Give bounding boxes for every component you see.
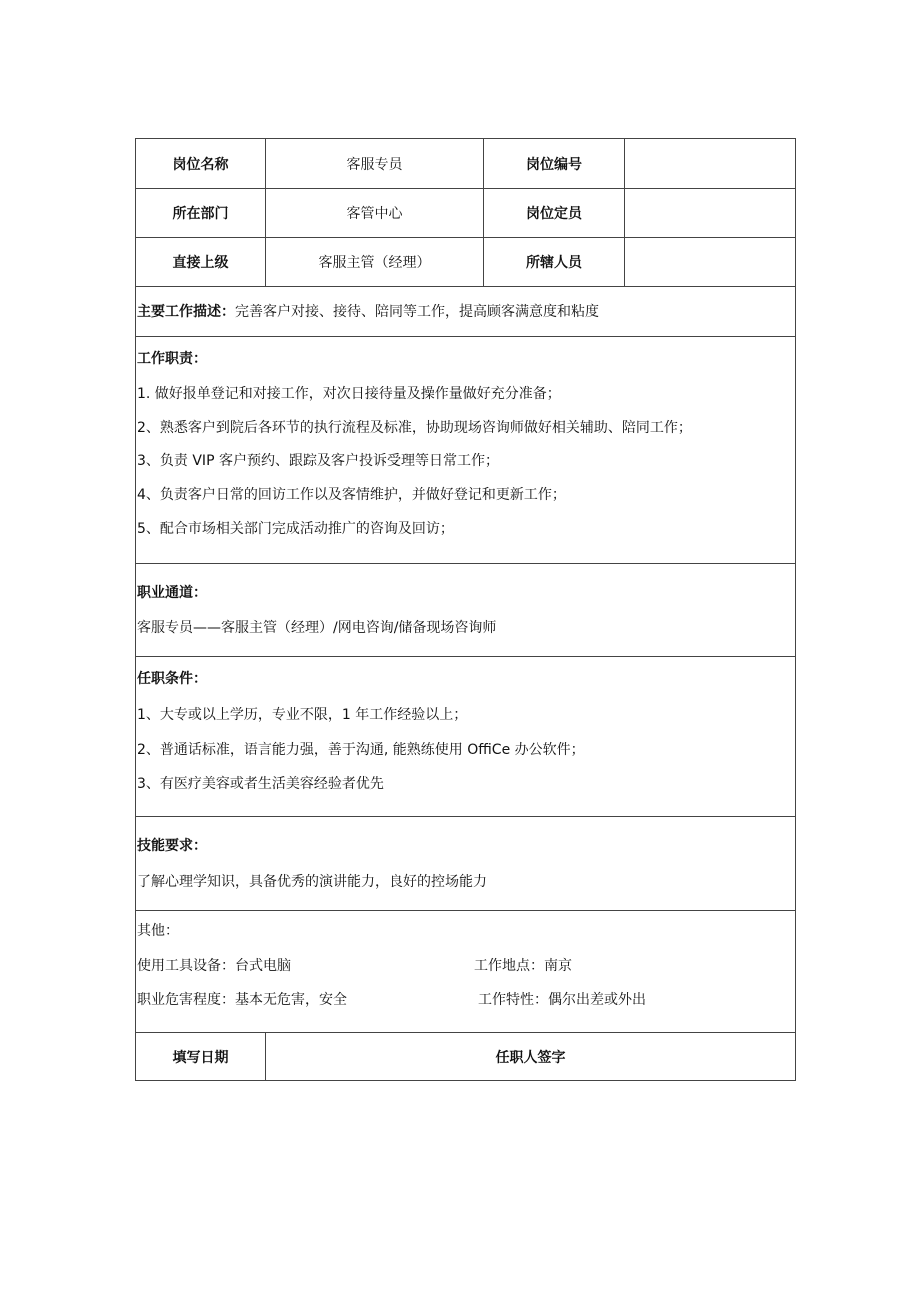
subordinates-value (625, 238, 795, 286)
career-path-text: 客服专员——客服主管（经理）/网电咨询/储备现场咨询师 (137, 620, 497, 636)
work-feature-text: 工作特性：偶尔出差或外出 (478, 992, 646, 1008)
duty-item: 4、负责客户日常的回访工作以及客情维护，并做好登记和更新工作； (137, 487, 566, 503)
position-name-value: 客服专员 (346, 156, 403, 173)
duty-item: 1. 做好报单登记和对接工作，对次日接待量及操作量做好充分准备； (137, 386, 561, 402)
main-description-text: 完善客户对接、接待、陪同等工作，提高顾客满意度和粘度 (235, 304, 599, 320)
signature-label: 任职人签字 (495, 1049, 566, 1066)
row-divider (136, 910, 795, 911)
other-label: 其他： (137, 923, 179, 939)
skills-text: 了解心理学知识，具备优秀的演讲能力，良好的控场能力 (137, 874, 487, 890)
position-code-label: 岗位编号 (526, 156, 582, 173)
supervisor-label: 直接上级 (172, 255, 229, 271)
main-description (137, 302, 599, 322)
requirement-item: 2、普通话标准，语言能力强，善于沟通, 能熟练使用 OffiCe 办公软件； (137, 742, 585, 758)
row-divider (136, 656, 795, 657)
tools-text: 使用工具设备：台式电脑 (137, 958, 291, 974)
job-description-table (135, 138, 796, 1081)
requirement-item: 1、大专或以上学历，专业不限，1 年工作经验以上； (137, 707, 468, 723)
headcount-label: 岗位定员 (526, 206, 582, 222)
requirements-label: 任职条件： (137, 671, 207, 687)
duty-item: 2、熟悉客户到院后各环节的执行流程及标准，协助现场咨询师做好相关辅助、陪同工作； (137, 420, 692, 436)
row-divider (136, 336, 795, 337)
department-label: 所在部门 (172, 206, 229, 222)
supervisor-value: 客服主管（经理） (318, 255, 431, 271)
main-description-label: 主要工作描述： (137, 304, 235, 320)
row-divider (136, 563, 795, 564)
requirement-item: 3、有医疗美容或者生活美容经验者优先 (137, 776, 384, 792)
row-divider (136, 816, 795, 817)
fill-date-label: 填写日期 (172, 1049, 229, 1066)
duties-label: 工作职责： (137, 351, 207, 367)
department-value: 客管中心 (346, 206, 403, 222)
subordinates-label: 所辖人员 (526, 255, 582, 271)
row-divider (136, 286, 795, 287)
duty-item: 3、负责 VIP 客户预约、跟踪及客户投诉受理等日常工作； (137, 453, 499, 469)
duty-item: 5、配合市场相关部门完成活动推广的咨询及回访； (137, 521, 454, 537)
position-name-label: 岗位名称 (172, 156, 229, 173)
headcount-value (625, 189, 795, 237)
position-code-value (625, 139, 795, 188)
career-label: 职业通道： (137, 585, 207, 601)
location-text: 工作地点：南京 (474, 958, 572, 974)
hazard-text: 职业危害程度：基本无危害，安全 (137, 992, 347, 1008)
skills-label: 技能要求： (137, 838, 207, 854)
